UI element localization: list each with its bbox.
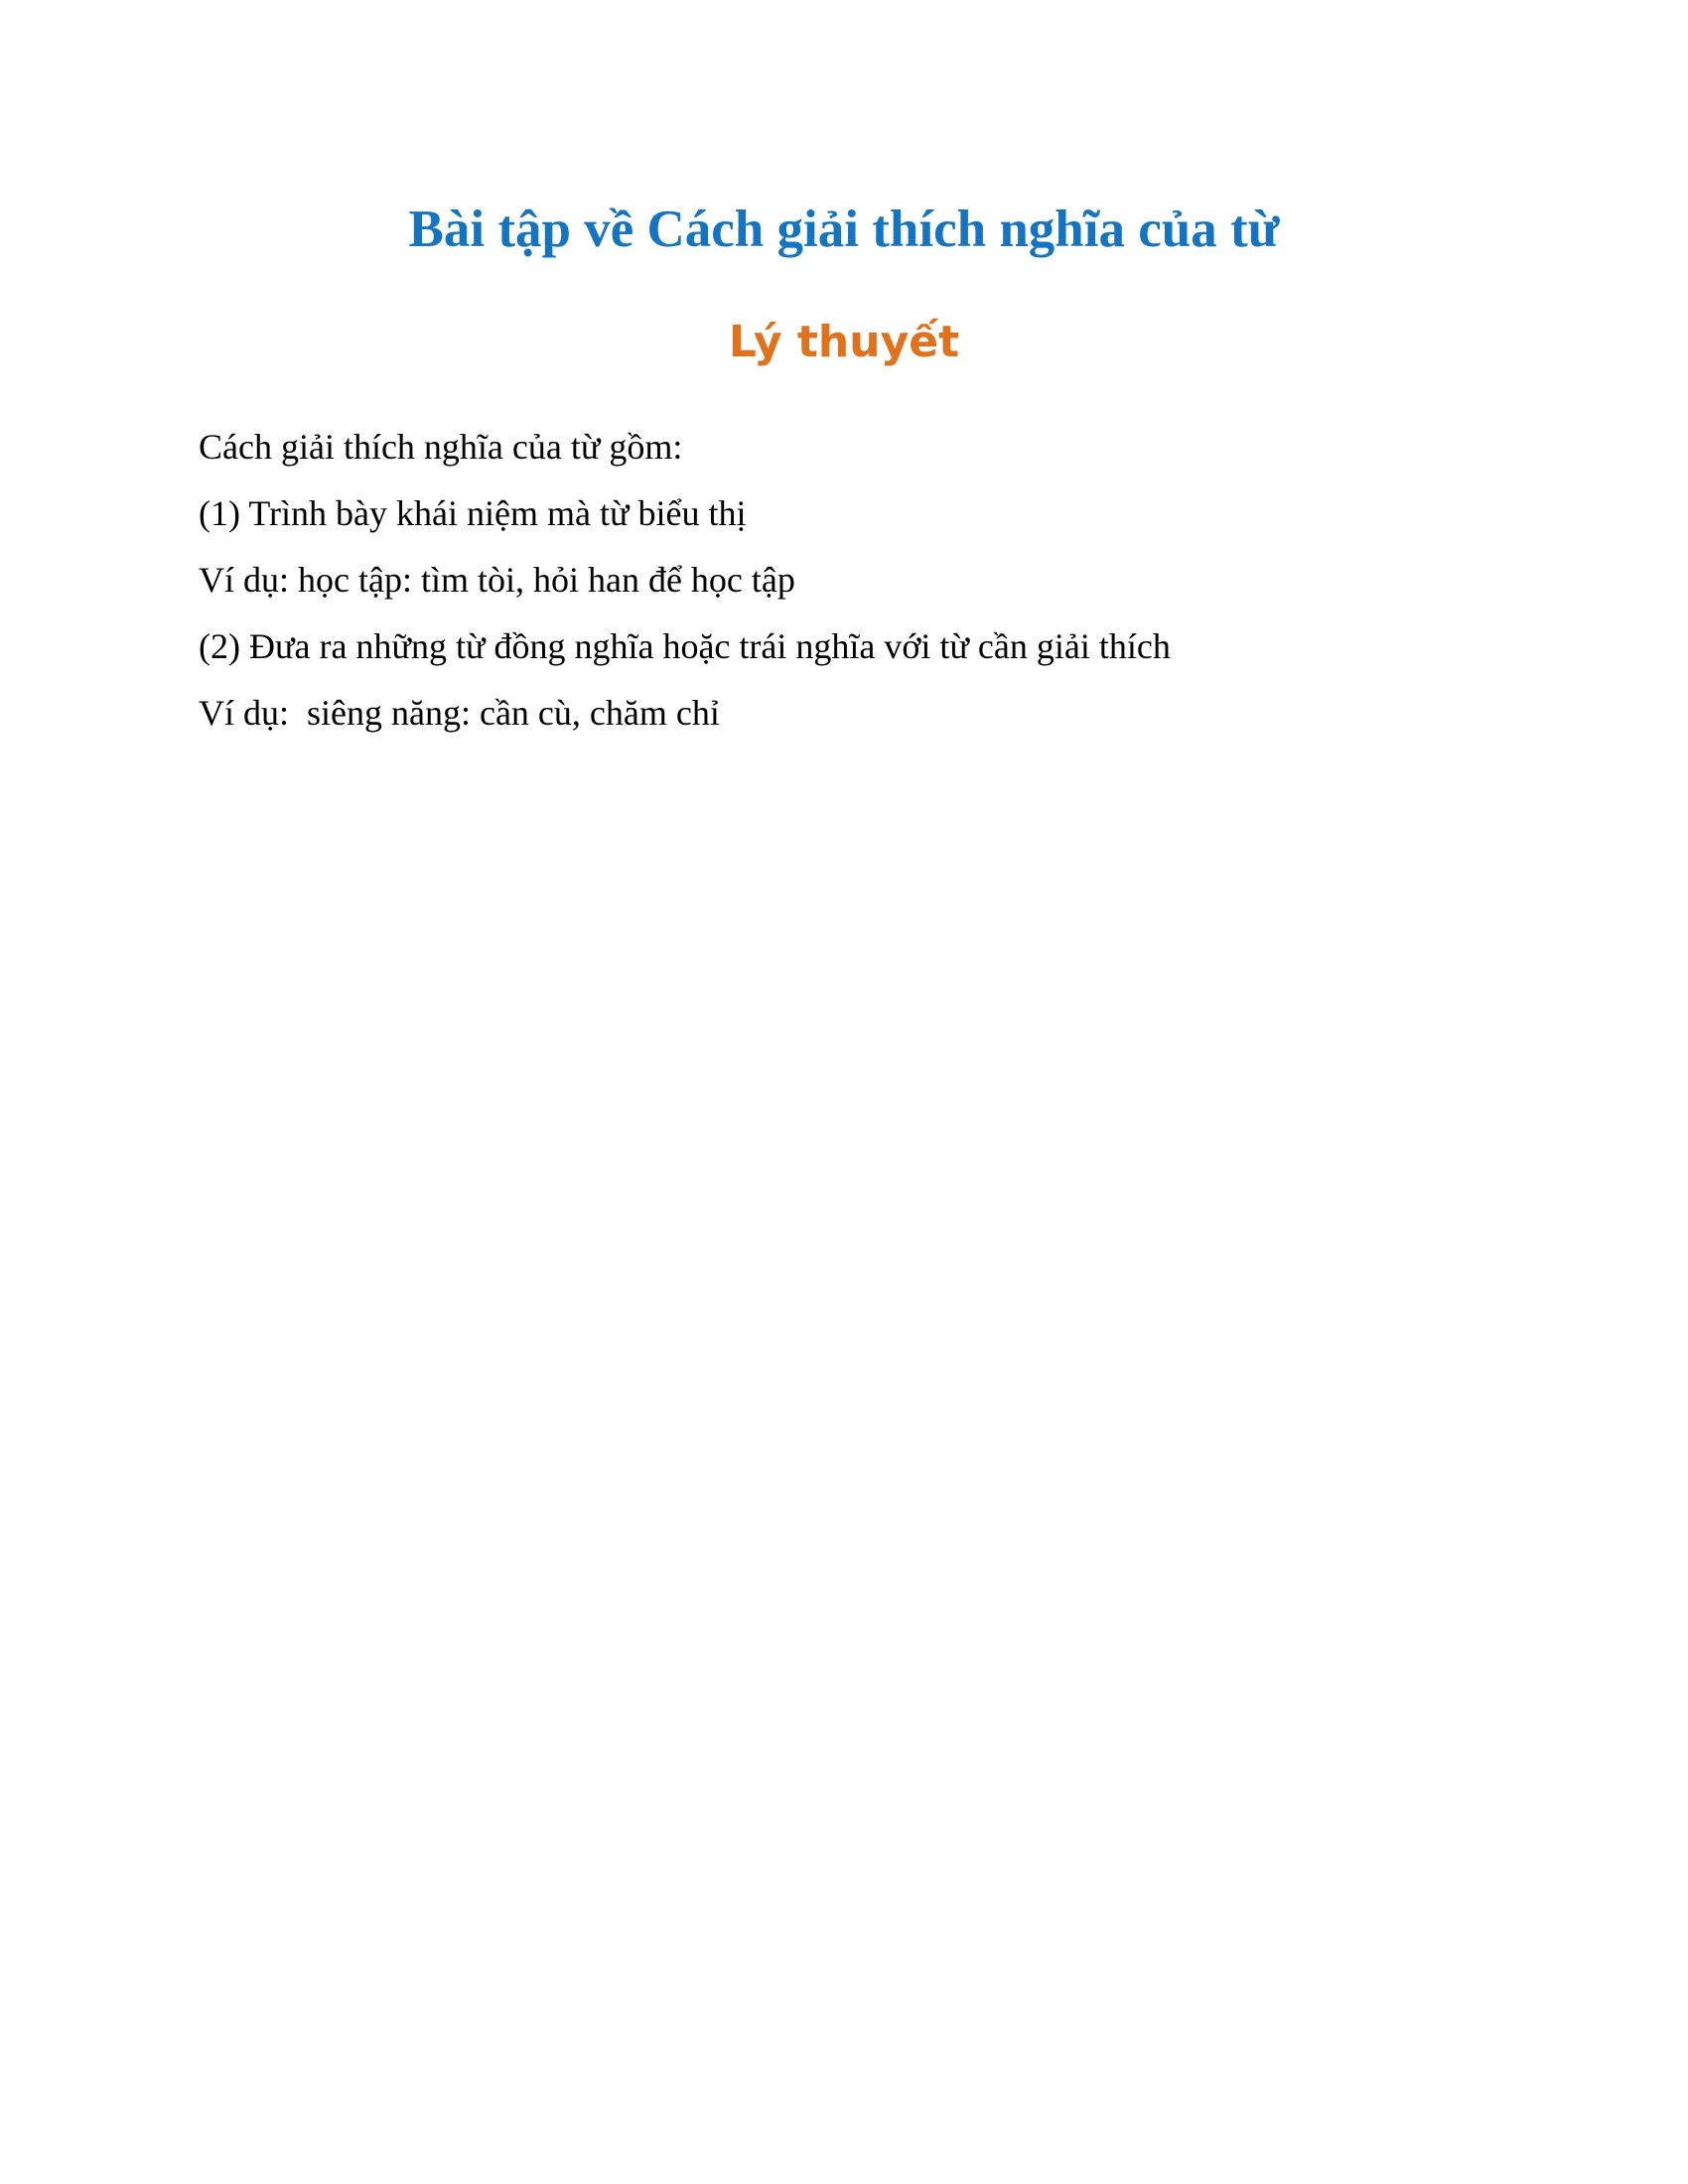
body-line-example-2: Ví dụ: siêng năng: cần cù, chăm chỉ <box>199 693 720 733</box>
page-title: Bài tập về Cách giải thích nghĩa của từ <box>408 201 1280 258</box>
section-heading: Lý thuyết <box>728 317 960 367</box>
body-content <box>199 422 1489 754</box>
body-line-method-1: (1) Trình bày khái niệm mà từ biểu thị <box>199 493 747 533</box>
body-line-intro: Cách giải thích nghĩa của từ gồm: <box>199 427 683 467</box>
body-line-method-2: (2) Đưa ra những từ đồng nghĩa hoặc trái nghĩa với từ cần giải thích <box>199 626 1171 666</box>
body-line-example-1: Ví dụ: học tập: tìm tòi, hỏi han để học tập <box>199 560 795 600</box>
